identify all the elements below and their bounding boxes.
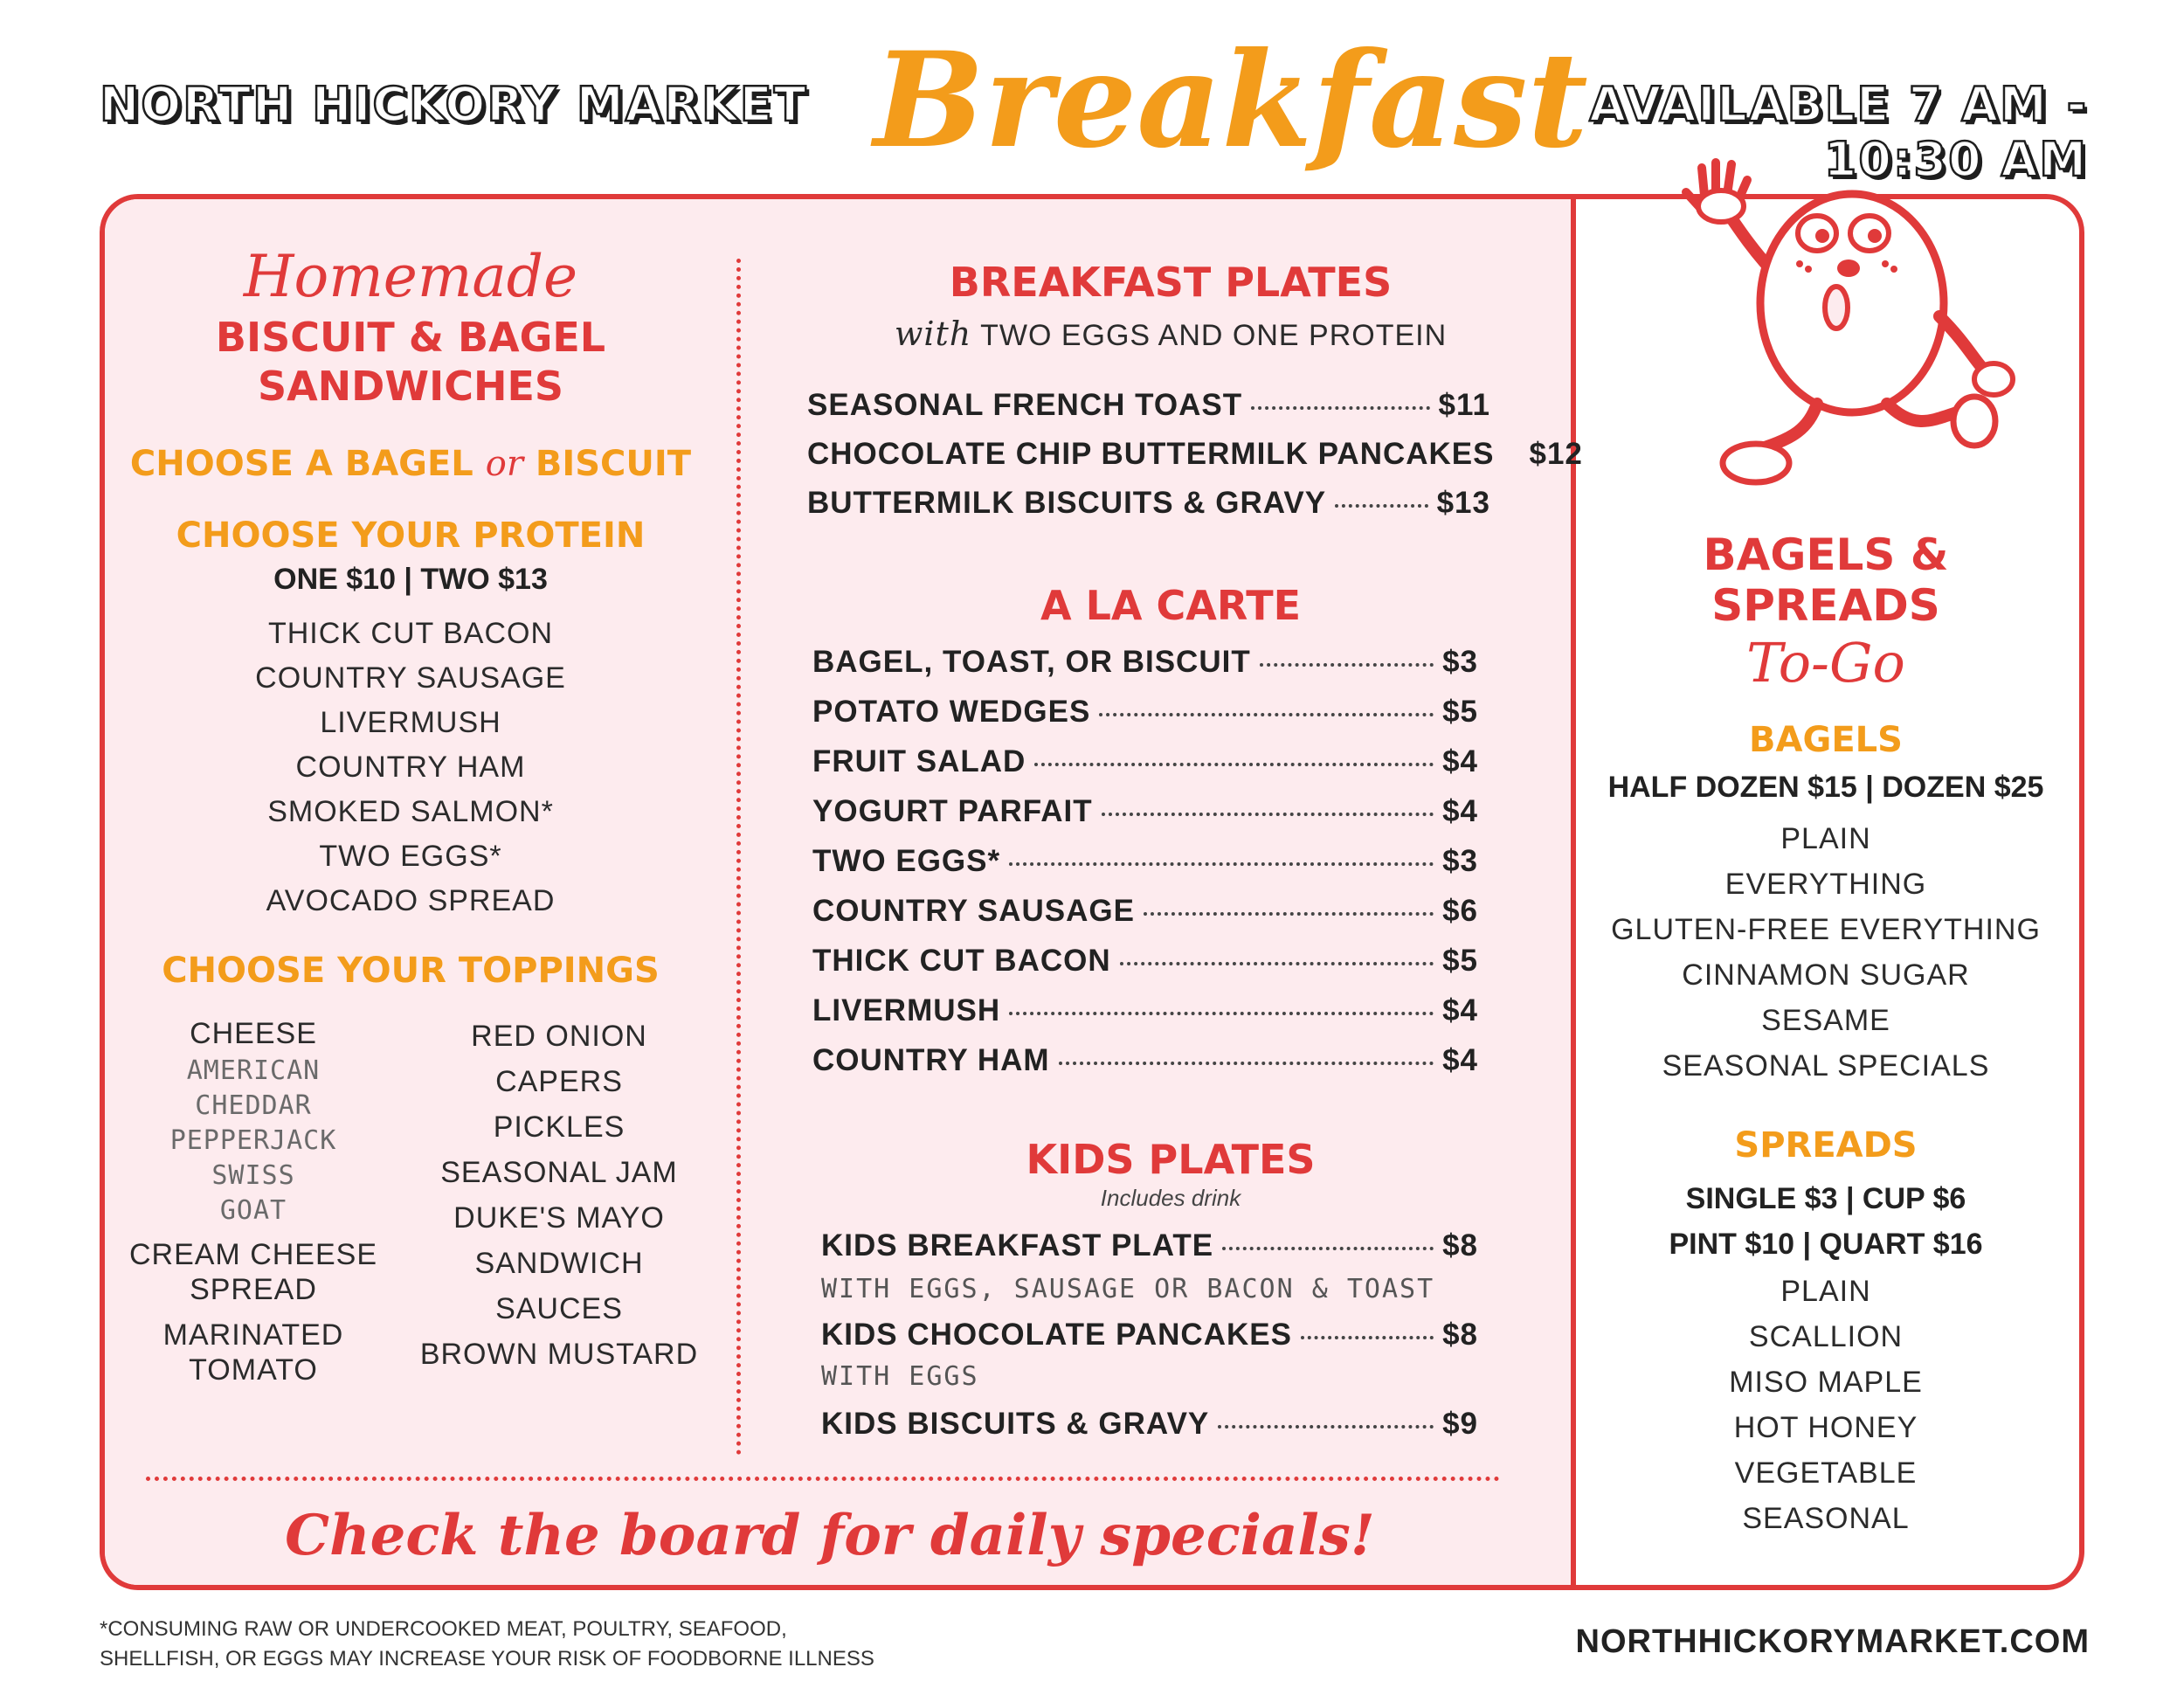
menu-row — [812, 645, 1478, 680]
sandwiches-title — [149, 313, 673, 411]
menu-row — [812, 744, 1478, 779]
item-price: $4 — [1442, 794, 1478, 828]
item-price: $8 — [1442, 1228, 1478, 1263]
choose-protein-heading: CHOOSE YOUR PROTEIN — [176, 515, 646, 556]
item-price: $5 — [1442, 944, 1478, 978]
menu-row — [807, 388, 1490, 423]
specials-divider — [146, 1477, 1500, 1481]
item-price: $6 — [1442, 894, 1478, 928]
item-name: LIVERMUSH — [812, 993, 1001, 1027]
togo-script: To-Go — [1746, 631, 1905, 695]
cream-cheese-line2: SPREAD — [190, 1273, 317, 1306]
togo-title — [1564, 529, 2088, 631]
list-item: COUNTRY SAUSAGE — [255, 661, 566, 695]
plates-subtitle — [821, 315, 1520, 353]
list-item: TWO EGGS* — [319, 840, 502, 873]
list-item: CHEDDAR — [195, 1090, 312, 1121]
item-description: WITH EGGS, SAUSAGE OR BACON & TOAST — [821, 1274, 1435, 1304]
list-item: GLUTEN-FREE EVERYTHING — [1611, 913, 2041, 946]
item-name: TWO EGGS* — [812, 844, 1001, 878]
menu-row — [821, 1407, 1478, 1442]
leader-dots — [1099, 713, 1434, 716]
leader-dots — [1034, 763, 1434, 766]
menu-row — [812, 844, 1478, 879]
leader-dots — [1222, 1247, 1434, 1250]
item-name: THICK CUT BACON — [812, 944, 1111, 978]
list-item: CINNAMON SUGAR — [1682, 958, 1970, 992]
tomato-line1: MARINATED — [162, 1318, 344, 1352]
item-name: SEASONAL FRENCH TOAST — [807, 388, 1243, 422]
list-item: SCALLION — [1748, 1320, 1904, 1353]
choose-base-or: or — [485, 444, 523, 484]
menu-row — [812, 894, 1478, 929]
spreads-price — [1564, 1176, 2088, 1267]
leader-dots — [1301, 1336, 1434, 1339]
alacarte-title: A LA CARTE — [1040, 582, 1302, 629]
spreads-price-line2: PINT $10 | QUART $16 — [1669, 1228, 1983, 1261]
list-item: DUKE'S MAYO — [453, 1201, 665, 1235]
item-name: KIDS CHOCOLATE PANCAKES — [821, 1318, 1292, 1352]
list-item: COUNTRY HAM — [295, 751, 526, 784]
item-description: WITH EGGS — [821, 1361, 979, 1392]
item-price: $3 — [1442, 645, 1478, 679]
menu-row — [812, 794, 1478, 829]
menu-row — [821, 1228, 1478, 1263]
bagels-price: HALF DOZEN $15 | DOZEN $25 — [1607, 771, 2044, 804]
item-name: KIDS BREAKFAST PLATE — [821, 1228, 1214, 1263]
list-item: HOT HONEY — [1733, 1411, 1918, 1444]
item-price: $12 — [1529, 437, 1583, 471]
item-name: KIDS BISCUITS & GRAVY — [821, 1407, 1210, 1441]
item-name: POTATO WEDGES — [812, 695, 1091, 729]
specials-note: Check the board for daily specials! — [285, 1503, 1375, 1568]
tomato-line2: TOMATO — [189, 1353, 318, 1387]
choose-base-b: BISCUIT — [535, 444, 692, 484]
item-price: $4 — [1442, 993, 1478, 1027]
menu-title: Breakfast — [874, 24, 1588, 177]
bagels-list — [1564, 816, 2088, 1089]
sandwiches-title-line1: BISCUIT & BAGEL — [215, 314, 606, 361]
plates-title: BREAKFAST PLATES — [949, 259, 1393, 306]
list-item: SEASONAL SPECIALS — [1662, 1049, 1990, 1083]
column-divider — [736, 259, 741, 1456]
menu-row — [812, 993, 1478, 1028]
list-item: THICK CUT BACON — [267, 617, 554, 650]
disclaimer-line1: *CONSUMING RAW OR UNDERCOOKED MEAT, POULTRY, SEAFOOD, — [100, 1617, 787, 1641]
list-item: AMERICAN — [186, 1055, 321, 1086]
leader-dots — [1218, 1425, 1434, 1429]
item-name: FRUIT SALAD — [812, 744, 1026, 778]
item-price: $3 — [1442, 844, 1478, 878]
leader-dots — [1009, 862, 1434, 866]
menu-row — [812, 944, 1478, 979]
sandwiches-script: Homemade — [243, 243, 578, 310]
leader-dots — [1503, 455, 1521, 459]
leader-dots — [1120, 962, 1434, 965]
list-item: SEASONAL — [1742, 1502, 1910, 1535]
item-price: $9 — [1442, 1407, 1478, 1441]
list-item: SEASONAL JAM — [440, 1156, 678, 1189]
menu-row — [807, 486, 1490, 521]
list-item: RED ONION — [471, 1020, 647, 1053]
menu-row — [807, 437, 1583, 472]
list-item: GOAT — [219, 1195, 287, 1226]
choose-toppings-heading: CHOOSE YOUR TOPPINGS — [162, 951, 660, 991]
togo-title-line2: SPREADS — [1711, 580, 1940, 631]
item-name: CHOCOLATE CHIP BUTTERMILK PANCAKES — [807, 437, 1495, 471]
item-name: COUNTRY SAUSAGE — [812, 894, 1135, 928]
protein-list — [149, 612, 673, 924]
spreads-price-line1: SINGLE $3 | CUP $6 — [1685, 1182, 1966, 1215]
website-url[interactable]: NORTHHICKORYMARKET.COM — [1575, 1623, 2090, 1660]
spreads-heading: SPREADS — [1734, 1125, 1918, 1166]
disclaimer — [100, 1615, 886, 1674]
list-item: SMOKED SALMON* — [267, 795, 554, 828]
choose-base-a: CHOOSE A BAGEL — [129, 444, 473, 484]
list-item: CAPERS — [495, 1065, 623, 1098]
menu-row — [812, 1043, 1478, 1078]
item-name: BAGEL, TOAST, OR BISCUIT — [812, 645, 1251, 679]
list-item: VEGETABLE — [1734, 1456, 1918, 1490]
plates-subtitle-text: TWO EGGS AND ONE PROTEIN — [980, 319, 1448, 352]
togo-title-line1: BAGELS & — [1703, 529, 1949, 580]
item-price: $4 — [1442, 744, 1478, 778]
bagels-heading: BAGELS — [1749, 720, 1903, 760]
list-item: SWISS — [211, 1160, 295, 1191]
item-price: $11 — [1438, 388, 1490, 422]
item-price: $5 — [1442, 695, 1478, 729]
leader-dots — [1251, 406, 1429, 410]
choose-base-heading — [105, 444, 716, 484]
item-name: COUNTRY HAM — [812, 1043, 1050, 1077]
list-item: BROWN MUSTARD — [419, 1338, 699, 1371]
list-item: PEPPERJACK — [169, 1125, 337, 1156]
sandwiches-title-line2: SANDWICHES — [257, 363, 564, 410]
plates-subtitle-script: with — [894, 315, 972, 353]
kids-note: Includes drink — [1100, 1185, 1241, 1211]
list-item: PLAIN — [1780, 1275, 1871, 1308]
list-item: MISO MAPLE — [1729, 1366, 1923, 1399]
item-name: BUTTERMILK BISCUITS & GRAVY — [807, 486, 1327, 520]
item-price: $4 — [1442, 1043, 1478, 1077]
list-item: PICKLES — [493, 1110, 625, 1144]
menu-row — [821, 1318, 1478, 1352]
leader-dots — [1102, 813, 1434, 816]
leader-dots — [1260, 663, 1434, 667]
list-item: PLAIN — [1780, 822, 1871, 855]
list-item: SESAME — [1761, 1004, 1890, 1037]
list-item: EVERYTHING — [1724, 868, 1927, 901]
toppings-left — [114, 1013, 393, 1387]
list-item: AVOCADO SPREAD — [266, 884, 556, 917]
brand-name: NORTH HICKORY MARKET — [100, 77, 808, 132]
leader-dots — [1335, 504, 1427, 508]
leader-dots — [1009, 1012, 1434, 1015]
list-item: LIVERMUSH — [320, 706, 501, 739]
cream-cheese-line1: CREAM CHEESE — [128, 1238, 378, 1271]
bagel-mascot-icon — [1651, 150, 2018, 517]
menu-row — [812, 695, 1478, 730]
cheese-label: CHEESE — [190, 1017, 317, 1050]
list-item: SANDWICH SAUCES — [474, 1247, 644, 1325]
leader-dots — [1059, 1062, 1434, 1065]
protein-price: ONE $10 | TWO $13 — [273, 563, 548, 596]
leader-dots — [1144, 912, 1434, 916]
spreads-list — [1564, 1269, 2088, 1541]
item-name: YOGURT PARFAIT — [812, 794, 1093, 828]
toppings-right — [411, 1013, 708, 1377]
item-price: $8 — [1442, 1318, 1478, 1352]
kids-title: KIDS PLATES — [1026, 1136, 1316, 1183]
item-price: $13 — [1436, 486, 1490, 520]
disclaimer-line2: SHELLFISH, OR EGGS MAY INCREASE YOUR RISK OF FOODBORNE ILLNESS — [100, 1647, 874, 1671]
hours-text: AVAILABLE 7 AM - 10:30 AM — [1589, 77, 2088, 187]
